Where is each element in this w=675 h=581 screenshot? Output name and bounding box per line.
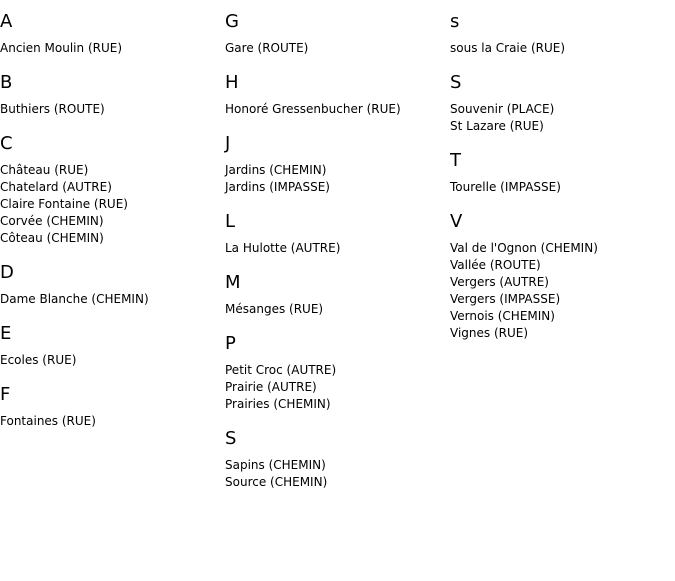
letter-group — [225, 210, 450, 257]
street-item: Petit Croc (AUTRE) — [225, 363, 337, 377]
letter-heading: A — [0, 11, 13, 32]
letter-heading: H — [225, 72, 239, 93]
letter-group — [0, 261, 225, 308]
street-item: Prairie (AUTRE) — [225, 380, 317, 394]
street-item: Côteau (CHEMIN) — [0, 231, 104, 245]
letter-heading: P — [225, 333, 236, 354]
street-list — [225, 162, 450, 196]
letter-group — [225, 332, 450, 413]
street-item: Mésanges (RUE) — [225, 302, 324, 316]
street-item: Corvée (CHEMIN) — [0, 214, 104, 228]
street-item: Jardins (CHEMIN) — [225, 163, 327, 177]
letter-heading: M — [225, 272, 241, 293]
letter-group — [450, 10, 675, 57]
letter-group — [0, 71, 225, 118]
street-list — [225, 240, 450, 257]
street-item: Chatelard (AUTRE) — [0, 180, 112, 194]
street-item: Buthiers (ROUTE) — [0, 102, 105, 116]
street-list — [0, 413, 225, 430]
street-list — [0, 101, 225, 118]
letter-heading: F — [0, 384, 11, 405]
street-list — [0, 352, 225, 369]
street-item: Source (CHEMIN) — [225, 475, 328, 489]
letter-heading: s — [450, 11, 460, 32]
street-item: Gare (ROUTE) — [225, 41, 309, 55]
letter-heading: S — [450, 72, 462, 93]
street-item: Fontaines (RUE) — [0, 414, 96, 428]
street-item: Jardins (IMPASSE) — [225, 180, 330, 194]
letter-group — [225, 71, 450, 118]
street-list — [0, 40, 225, 57]
letter-heading: J — [225, 133, 231, 154]
street-list — [450, 101, 675, 135]
letter-heading: S — [225, 428, 237, 449]
street-item: Vignes (RUE) — [450, 326, 529, 340]
column-1 — [0, 0, 225, 444]
street-item: Prairies (CHEMIN) — [225, 397, 331, 411]
letter-group — [225, 271, 450, 318]
street-item: Ancien Moulin (RUE) — [0, 41, 123, 55]
letter-heading: T — [450, 150, 461, 171]
letter-heading: G — [225, 11, 239, 32]
street-item: Souvenir (PLACE) — [450, 102, 555, 116]
street-item: La Hulotte (AUTRE) — [225, 241, 341, 255]
street-item: Tourelle (IMPASSE) — [450, 180, 561, 194]
letter-heading: D — [0, 262, 14, 283]
letter-heading: B — [0, 72, 13, 93]
street-item: Vernois (CHEMIN) — [450, 309, 555, 323]
letter-group — [225, 427, 450, 491]
street-list — [225, 101, 450, 118]
letter-heading: V — [450, 211, 463, 232]
street-item: Vergers (IMPASSE) — [450, 292, 561, 306]
column-2 — [225, 0, 450, 505]
letter-group — [0, 322, 225, 369]
street-list — [450, 240, 675, 342]
street-list — [225, 301, 450, 318]
letter-heading: C — [0, 133, 13, 154]
street-list — [225, 40, 450, 57]
letter-group — [0, 132, 225, 247]
letter-group — [0, 10, 225, 57]
street-item: Ecoles (RUE) — [0, 353, 77, 367]
letter-group — [450, 210, 675, 342]
street-item: Sapins (CHEMIN) — [225, 458, 326, 472]
letter-heading: L — [225, 211, 236, 232]
letter-group — [450, 71, 675, 135]
street-item: Vallée (ROUTE) — [450, 258, 541, 272]
street-item: Claire Fontaine (RUE) — [0, 197, 128, 211]
column-3 — [450, 0, 675, 356]
street-item: Dame Blanche (CHEMIN) — [0, 292, 149, 306]
street-item: Vergers (AUTRE) — [450, 275, 549, 289]
letter-group — [0, 383, 225, 430]
street-item: sous la Craie (RUE) — [450, 41, 566, 55]
street-list — [225, 457, 450, 491]
street-item: Val de l'Ognon (CHEMIN) — [450, 241, 598, 255]
letter-group — [225, 10, 450, 57]
letter-heading: E — [0, 323, 12, 344]
street-item: St Lazare (RUE) — [450, 119, 544, 133]
street-item: Honoré Gressenbucher (RUE) — [225, 102, 401, 116]
street-list — [225, 362, 450, 413]
street-list — [0, 291, 225, 308]
street-list — [450, 40, 675, 57]
letter-group — [225, 132, 450, 196]
street-item: Château (RUE) — [0, 163, 89, 177]
street-list — [450, 179, 675, 196]
letter-group — [450, 149, 675, 196]
street-list — [0, 162, 225, 247]
